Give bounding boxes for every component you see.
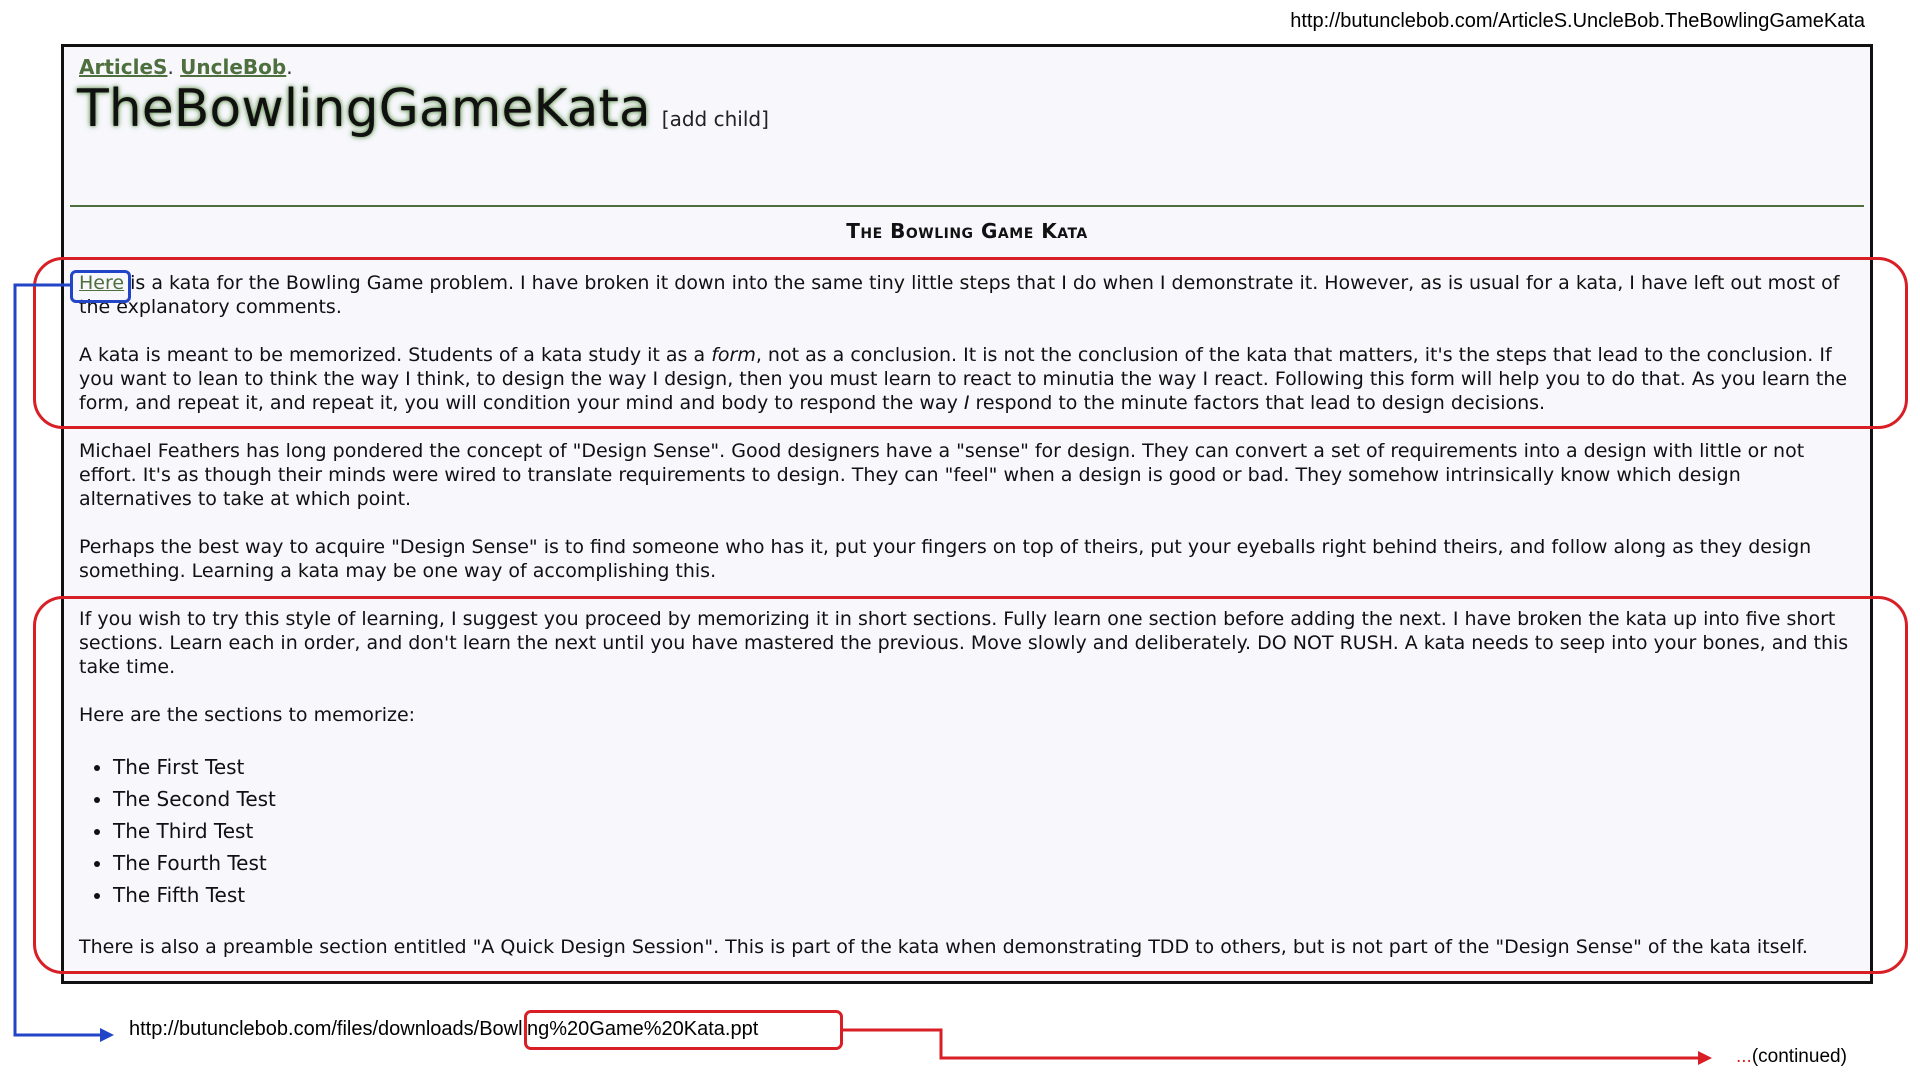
emphasis-form: form	[711, 344, 756, 366]
blue-arrow-head	[100, 1028, 114, 1042]
breadcrumb-link-unclebob[interactable]: UncleBob	[180, 55, 287, 79]
red-connector-arrow	[843, 1030, 1700, 1058]
download-url-prefix: http://butunclebob.com/files/downloads/	[129, 1018, 480, 1040]
top-url-caption: http://butunclebob.com/ArticleS.UncleBob.TheBowlingGameKata	[1290, 10, 1865, 32]
blue-connector-arrow	[15, 285, 105, 1035]
list-item: • The Third Test	[113, 815, 1858, 847]
breadcrumb-separator: .	[167, 55, 174, 79]
paragraph-acquire-sense: Perhaps the best way to acquire "Design Sense" is to find someone who has it, put your fingers on top of theirs, put your eyeballs right behind theirs, and follow along as they design something. Learning a kata may be one way of accomplishing this.	[79, 536, 1812, 582]
paragraph-intro-text: is a kata for the Bowling Game problem. I have broken it down into the same tiny little steps that I do when I demonstrate it. However, as is usual for a kata, I have left out most of the explanatory comments.	[79, 272, 1840, 318]
paragraph-sections-intro: Here are the sections to memorize:	[79, 704, 416, 726]
here-download-link[interactable]: Here	[79, 272, 125, 294]
paragraph-learning-style: If you wish to try this style of learning, I suggest you proceed by memorizing it in short sections. Fully learn one section before adding the next. I have broken the kata up into five short sections. Learn each in order, and don't learn the next until you have mastered the previous. Move slowly and deliberately. DO NOT RUSH. A kata needs to seep into your bones, and this take time.	[79, 608, 1849, 678]
paragraph-kata-form-text: A kata is meant to be memorized. Students of a kata study it as a	[79, 344, 712, 366]
add-child-link[interactable]: [add child]	[661, 107, 769, 131]
page-title: TheBowlingGameKata	[77, 79, 651, 139]
red-arrow-head	[1698, 1051, 1712, 1065]
list-item: • The Fifth Test	[113, 879, 1858, 911]
breadcrumb-separator: .	[286, 55, 293, 79]
download-url-file: Bowling%20Game%20Kata.ppt	[479, 1018, 759, 1040]
file-name-highlight	[524, 1010, 843, 1050]
continued-note	[1736, 1046, 1847, 1068]
list-item: • The Fourth Test	[113, 847, 1858, 879]
continued-dots: ...	[1736, 1046, 1752, 1067]
paragraph-kata-form-text: , not as a conclusion. It is not the conclusion of the kata that matters, it's the steps that lead to the conclusion. If you want to lean to think the way I think, to design the way I design, then you must learn to react to minutia the way I react. Following this form will help you to do that. As you learn the form, and repeat it, and repeat it, you will condition your mind and body to respond the way	[79, 344, 1848, 414]
continued-label: (continued)	[1751, 1046, 1847, 1067]
article-heading: The Bowling Game Kata	[846, 219, 1088, 243]
paragraph-kata-form-text: respond to the minute factors that lead to design decisions.	[969, 392, 1546, 414]
breadcrumb-link-articles[interactable]: ArticleS	[79, 55, 168, 79]
paragraph-design-sense: Michael Feathers has long pondered the concept of "Design Sense". Good designers have a "sense" for design. They can convert a set of requirements into a design with little or not effort. It's as though their minds were wired to translate requirements to design. They can "feel" when a design is good or bad. They somehow intrinsically know which design alternatives to take at which point.	[79, 440, 1805, 510]
list-item: • The Second Test	[113, 783, 1858, 815]
list-item: • The First Test	[113, 751, 1858, 783]
paragraph-preamble: There is also a preamble section entitled "A Quick Design Session". This is part of the kata when demonstrating TDD to others, but is not part of the "Design Sense" of the kata itself.	[79, 936, 1808, 958]
emphasis-i: I	[963, 392, 970, 414]
